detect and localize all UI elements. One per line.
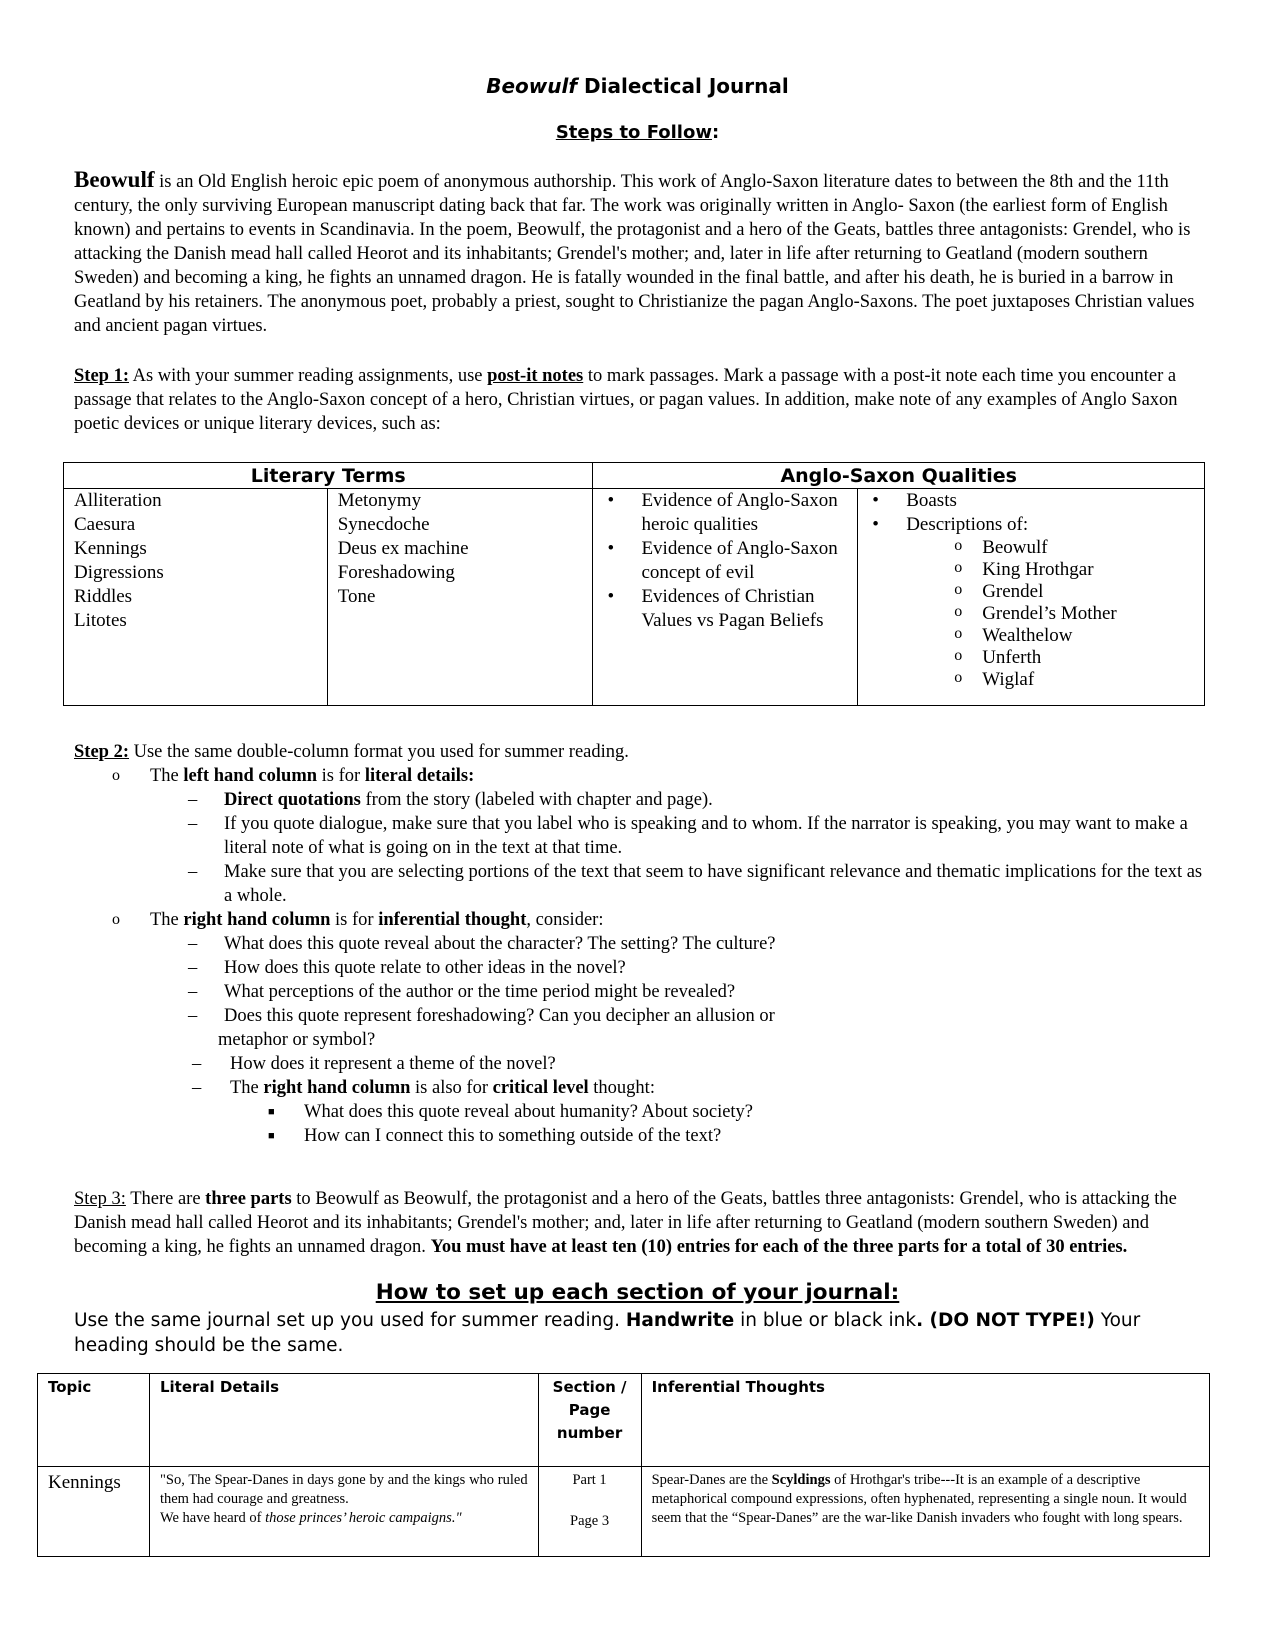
question-item: – What perceptions of the author or the time period might be revealed? bbox=[188, 982, 736, 1002]
example-section: Part 1 bbox=[572, 1472, 607, 1488]
journal-example-table bbox=[37, 1373, 1210, 1557]
text-run: metaphor or symbol? bbox=[218, 1030, 376, 1050]
text-run: The bbox=[150, 910, 184, 930]
subtitle-colon: : bbox=[711, 122, 720, 143]
text-run: How does this quote relate to other ideas in the novel? bbox=[224, 958, 626, 978]
step1-label: Step 1: bbox=[74, 366, 129, 386]
step2-intro bbox=[74, 740, 1204, 764]
text-run: , consider: bbox=[526, 910, 604, 930]
term-item: Tone bbox=[337, 586, 376, 607]
text-run: Scyldings bbox=[771, 1472, 831, 1488]
intro-lead: Beowulf bbox=[74, 167, 155, 192]
text-run: three parts bbox=[205, 1189, 292, 1209]
step3-paragraph bbox=[74, 1187, 1214, 1259]
step2-section bbox=[74, 740, 1204, 1148]
text-run: is also for bbox=[410, 1078, 493, 1098]
terms-col-2 bbox=[327, 489, 593, 706]
question-item: – What does this quote reveal about the character? The setting? The culture? bbox=[188, 934, 776, 954]
example-literal-details bbox=[149, 1467, 538, 1557]
character-item: o Grendel bbox=[858, 581, 1204, 603]
term-item: Kennings bbox=[74, 538, 147, 559]
text-run: The bbox=[230, 1078, 264, 1098]
intro-paragraph bbox=[74, 168, 1204, 338]
critical-question-item: ■ What does this quote reveal about humanity? About society? bbox=[268, 1102, 754, 1122]
text-run: is for bbox=[317, 766, 365, 786]
example-page: Page 3 bbox=[570, 1513, 610, 1529]
howto-instructions bbox=[74, 1308, 1214, 1358]
step2-intro-text: Use the same double-column format you used for summer reading. bbox=[129, 742, 629, 762]
term-item: Metonymy bbox=[337, 490, 422, 511]
character-item: o Grendel’s Mother bbox=[858, 603, 1204, 625]
text-run: . (DO NOT TYPE!) bbox=[916, 1310, 1095, 1331]
text-run: from the story (labeled with chapter and page). bbox=[360, 790, 713, 810]
critical-question-item: ■ How can I connect this to something outside of the text? bbox=[268, 1126, 722, 1146]
text-run: in blue or black ink bbox=[734, 1310, 917, 1331]
character-item: o Wiglaf bbox=[858, 669, 1204, 691]
text-run: right hand column bbox=[263, 1078, 411, 1098]
step1-paragraph bbox=[74, 364, 1204, 436]
howto-title: How to set up each section of your journal: bbox=[375, 1280, 900, 1305]
journal-header-row bbox=[38, 1374, 1210, 1467]
character-item: o Wealthelow bbox=[858, 625, 1204, 647]
text-run: inferential thought bbox=[378, 910, 527, 930]
character-item: o King Hrothgar bbox=[858, 559, 1204, 581]
text-run: If you quote dialogue, make sure that you label who is speaking and to whom. If the narrator is speaking, you may want to make a literal note of what is going on in the text at that time. bbox=[224, 814, 1188, 858]
text-run: We have heard of bbox=[159, 1510, 266, 1526]
term-item: Foreshadowing bbox=[337, 562, 455, 583]
qualities-col-3 bbox=[593, 489, 858, 706]
character-item: o Beowulf bbox=[858, 537, 1204, 559]
text-run: Direct quotations bbox=[224, 790, 361, 810]
text-run: There are bbox=[125, 1189, 206, 1209]
literary-terms-table bbox=[63, 462, 1205, 706]
literary-terms-header: Literary Terms bbox=[64, 463, 593, 489]
detail-item: – Direct quotations from the story (labeled with chapter and page). bbox=[188, 790, 713, 810]
quality-item: • Evidence of Anglo-Saxon heroic qualities bbox=[593, 489, 857, 537]
term-item: Caesura bbox=[74, 514, 136, 535]
character-item: o Unferth bbox=[858, 647, 1204, 669]
document-title bbox=[0, 74, 1275, 98]
term-item: Riddles bbox=[74, 586, 133, 607]
critical-level-item: – The right hand column is also for critical level thought: bbox=[192, 1078, 655, 1098]
intro-text: is an Old English heroic epic poem of anonymous authorship. This work of Anglo-Saxon literature dates to between the 8th and the 11th century, the only surviving European manuscript dating back that far. The work was originally written in Anglo- Saxon (the earliest form of English known) and pertains to events in Scandinavia. In the poem, Beowulf, the protagonist and a hero of the Geats, battles three antagonists: Grendel, who is attacking the Danish mead hall called Heorot and its inhabitants; Grendel's mother; and, later in life after returning to Geatland (modern southern Sweden) and becoming a king, he fights an unnamed dragon. He is fatally wounded in the final battle, and after his death, he is buried in a barrow in Geatland by his retainers. The anonymous poet, probably a priest, sought to Christianize the pagan Anglo-Saxons. The poet juxtaposes Christian values and ancient pagan virtues. bbox=[74, 172, 1195, 336]
text-run: to Beowulf as Beowulf, the protagonist and a hero of the Geats, battles three antagonists: Grendel, who is attacking the Danish mead hall called Heorot and its inhabitants; Grendel's mother; and, later in life after returning to Geatland (modern southern Sweden) and becoming a king, he fights an unnamed dragon. bbox=[74, 1189, 1177, 1257]
step1-postit: post-it notes bbox=[487, 366, 584, 386]
step1-text-a: As with your summer reading assignments, use bbox=[129, 366, 488, 386]
detail-item: – If you quote dialogue, make sure that you label who is speaking and to whom. If the narrator is speaking, you may want to make a literal note of what is going on in the text at that time. bbox=[188, 814, 1188, 858]
header-topic: Topic bbox=[38, 1374, 150, 1467]
text-run: thought: bbox=[588, 1078, 655, 1098]
text-run: Handwrite bbox=[625, 1310, 735, 1331]
quality-item bbox=[858, 513, 1204, 537]
example-inferential-thoughts bbox=[641, 1467, 1209, 1557]
header-inferential-thoughts: Inferential Thoughts bbox=[641, 1374, 1209, 1467]
step1-text-b: to mark passages. Mark a passage with a post-it note each time you encounter a passage that relates to the Anglo-Saxon concept of a hero, Christian virtues, or pagan values. In addition, make note of any examples of Anglo Saxon poetic devices or unique literary devices, such as: bbox=[74, 366, 1178, 434]
term-item: Litotes bbox=[74, 610, 127, 631]
qualities-col-4 bbox=[858, 489, 1205, 706]
question-item: – Does this quote represent foreshadowing? Can you decipher an allusion or bbox=[188, 1006, 775, 1026]
step3-label: Step 3: bbox=[74, 1189, 126, 1209]
text-run: Make sure that you are selecting portions of the text that seem to have significant relevance and thematic implications for the text as a whole. bbox=[224, 862, 1203, 906]
text-run: Use the same journal set up you used for summer reading. bbox=[74, 1310, 626, 1331]
text-run: of Hrothgar's tribe---It is an example of a descriptive metaphorical compound expressions, often hyphenated, representing a single noun. It would seem that the “Spear-Danes” are the war-like Danish invaders who fought with long spears. bbox=[651, 1472, 1187, 1526]
text-run: How can I connect this to something outside of the text? bbox=[304, 1126, 722, 1146]
quality-item: • Boasts bbox=[858, 489, 1204, 513]
text-run: What does this quote reveal about humanity? About society? bbox=[304, 1102, 754, 1122]
question-item: – How does this quote relate to other ideas in the novel? bbox=[188, 958, 626, 978]
text-run: left hand column bbox=[183, 766, 318, 786]
text-run: right hand column bbox=[183, 910, 331, 930]
text-run: You must have at least ten (10) entries for each of the three parts for a total of 30 entries. bbox=[430, 1237, 1128, 1257]
text-run: What perceptions of the author or the time period might be revealed? bbox=[224, 982, 736, 1002]
example-section-page bbox=[538, 1467, 641, 1557]
title-rest: Dialectical Journal bbox=[577, 74, 789, 98]
left-column-item: o The left hand column is for literal details: bbox=[112, 766, 475, 786]
journal-example-row bbox=[38, 1467, 1210, 1557]
text-run: is for bbox=[330, 910, 379, 930]
detail-item: – Make sure that you are selecting portions of the text that seem to have significant relevance and thematic implications for the text as a whole. bbox=[188, 862, 1203, 906]
text-run: those princes’ heroic campaigns." bbox=[265, 1510, 462, 1526]
text-run: critical level bbox=[492, 1078, 589, 1098]
text-run: literal details: bbox=[364, 766, 475, 786]
term-item: Alliteration bbox=[74, 490, 162, 511]
text-run: The bbox=[150, 766, 184, 786]
question-item: – How does it represent a theme of the novel? bbox=[192, 1054, 556, 1074]
right-column-item: o The right hand column is for inferential thought, consider: bbox=[112, 910, 604, 930]
term-item: Digressions bbox=[74, 562, 164, 583]
question-item-continued bbox=[74, 1028, 1204, 1052]
subtitle-text: Steps to Follow bbox=[555, 122, 712, 143]
term-item: Deus ex machine bbox=[337, 538, 469, 559]
text-run: Does this quote represent foreshadowing? Can you decipher an allusion or bbox=[224, 1006, 775, 1026]
example-topic: Kennings bbox=[38, 1467, 150, 1557]
step2-label: Step 2: bbox=[74, 742, 129, 762]
text-run: Your heading should be the same. bbox=[74, 1310, 1141, 1356]
anglo-saxon-qualities-header: Anglo-Saxon Qualities bbox=[593, 463, 1205, 489]
text-run: "So, The Spear-Danes in days gone by and the kings who ruled them had courage and greatness. bbox=[159, 1472, 528, 1507]
text-run: What does this quote reveal about the character? The setting? The culture? bbox=[224, 934, 776, 954]
header-section-page: Section / Page number bbox=[538, 1374, 641, 1467]
terms-col-1 bbox=[64, 489, 328, 706]
text-run: Spear-Danes are the bbox=[651, 1472, 772, 1488]
term-item: Synecdoche bbox=[337, 514, 430, 535]
descriptions-label: Descriptions of: bbox=[906, 514, 1029, 535]
quality-item: • Evidences of Christian Values vs Pagan Beliefs bbox=[593, 585, 857, 633]
title-italic: Beowulf bbox=[486, 74, 578, 98]
document-subtitle bbox=[0, 122, 1275, 143]
text-run: How does it represent a theme of the novel? bbox=[230, 1054, 556, 1074]
quality-item: • Evidence of Anglo-Saxon concept of evil bbox=[593, 537, 857, 585]
howto-heading bbox=[0, 1280, 1275, 1305]
header-literal-details: Literal Details bbox=[149, 1374, 538, 1467]
